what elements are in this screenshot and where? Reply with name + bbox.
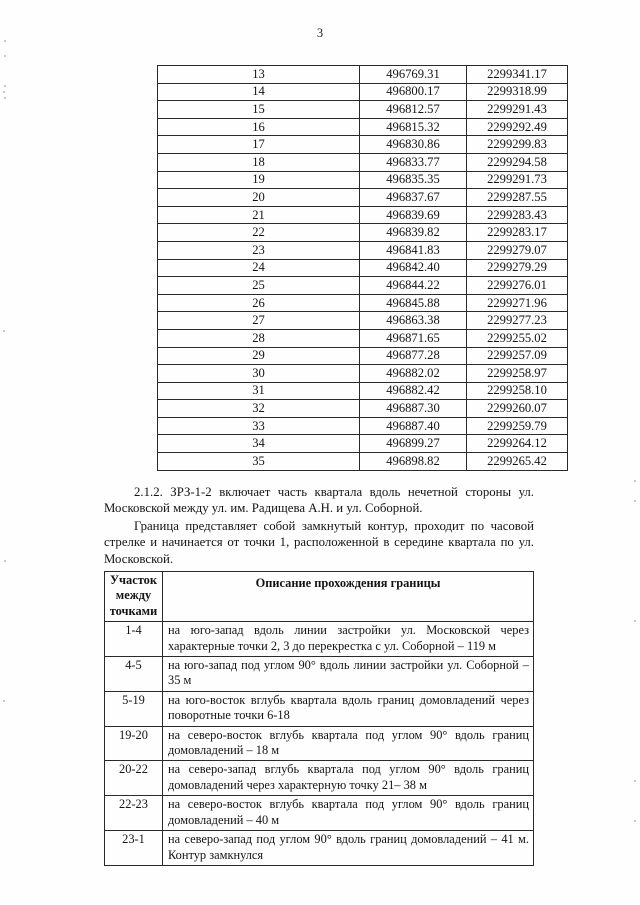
cell-point-number: 33: [158, 417, 360, 435]
cell-points-range: 4-5: [105, 657, 163, 692]
cell-coordinate-y: 2299271.96: [467, 294, 568, 312]
cell-border-description: на северо-запад вглубь квартала под углом 90° вдоль границ домовладений через характерную точку 21– 38 м: [163, 761, 534, 796]
cell-point-number: 18: [158, 153, 360, 171]
cell-coordinate-x: 496830.86: [360, 136, 467, 154]
table-row: [105, 657, 534, 692]
cell-point-number: 17: [158, 136, 360, 154]
paragraph-text: Граница представляет собой замкнутый контур, проходит по часовой стрелке и начинается от точки 1, расположенной в середине квартала по ул. Московской.: [104, 519, 534, 566]
cell-coordinate-x: 496882.02: [360, 365, 467, 383]
table-row: [158, 435, 568, 453]
table-row: [158, 277, 568, 295]
cell-coordinate-y: 2299276.01: [467, 277, 568, 295]
border-description-table-head: [105, 572, 534, 622]
cell-point-number: 19: [158, 171, 360, 189]
border-description-table: [104, 571, 534, 866]
cell-coordinate-y: 2299292.49: [467, 118, 568, 136]
cell-border-description: на северо-восток вглубь квартала под углом 90° вдоль границ домовладений – 40 м: [163, 796, 534, 831]
cell-coordinate-y: 2299299.83: [467, 136, 568, 154]
cell-point-number: 28: [158, 329, 360, 347]
table-row: [158, 118, 568, 136]
header-description: Описание прохождения границы: [163, 572, 534, 622]
cell-points-range: 1-4: [105, 622, 163, 657]
table-row: [105, 622, 534, 657]
cell-point-number: 16: [158, 118, 360, 136]
table-row: [105, 831, 534, 866]
cell-coordinate-y: 2299291.73: [467, 171, 568, 189]
cell-coordinate-x: 496842.40: [360, 259, 467, 277]
scan-artifact: [634, 500, 636, 502]
table-row: [105, 796, 534, 831]
cell-coordinate-y: 2299283.17: [467, 224, 568, 242]
cell-point-number: 31: [158, 382, 360, 400]
table-row: [158, 153, 568, 171]
table-row: [105, 761, 534, 796]
cell-points-range: 19-20: [105, 726, 163, 761]
cell-coordinate-x: 496887.40: [360, 417, 467, 435]
scan-artifact: [634, 780, 636, 782]
cell-coordinate-y: 2299283.43: [467, 206, 568, 224]
cell-point-number: 13: [158, 66, 360, 84]
scan-artifact: [634, 480, 636, 482]
table-row: [158, 347, 568, 365]
cell-coordinate-y: 2299279.29: [467, 259, 568, 277]
table-header-row: [105, 572, 534, 622]
cell-point-number: 23: [158, 241, 360, 259]
table-row: [158, 241, 568, 259]
cell-point-number: 22: [158, 224, 360, 242]
scan-artifact: [634, 620, 636, 622]
cell-coordinate-y: 2299258.97: [467, 365, 568, 383]
cell-coordinate-x: 496863.38: [360, 312, 467, 330]
cell-coordinate-x: 496800.17: [360, 83, 467, 101]
cell-coordinate-x: 496833.77: [360, 153, 467, 171]
table-row: [158, 171, 568, 189]
table-row: [158, 101, 568, 119]
cell-coordinate-y: 2299318.99: [467, 83, 568, 101]
cell-coordinate-x: 496839.82: [360, 224, 467, 242]
cell-border-description: на юго-запад под углом 90° вдоль линии застройки ул. Соборной – 35 м: [163, 657, 534, 692]
table-row: [158, 294, 568, 312]
cell-point-number: 24: [158, 259, 360, 277]
cell-coordinate-y: 2299265.42: [467, 453, 568, 471]
cell-coordinate-x: 496839.69: [360, 206, 467, 224]
table-row: [158, 417, 568, 435]
cell-point-number: 25: [158, 277, 360, 295]
table-row: [158, 66, 568, 84]
cell-points-range: 22-23: [105, 796, 163, 831]
cell-points-range: 5-19: [105, 691, 163, 726]
border-description-table-body: [105, 622, 534, 866]
paragraph-border-description: [104, 518, 534, 567]
paragraph-text: 2.1.2. ЗРЗ-1-2 включает часть квартала вдоль нечетной стороны ул. Московской между ул. им. Радищева А.Н. и ул. Соборной.: [104, 485, 534, 516]
table-row: [158, 312, 568, 330]
cell-coordinate-x: 496837.67: [360, 189, 467, 207]
cell-point-number: 29: [158, 347, 360, 365]
cell-points-range: 20-22: [105, 761, 163, 796]
table-row: [158, 453, 568, 471]
table-row: [158, 206, 568, 224]
table-row: [158, 329, 568, 347]
cell-coordinate-y: 2299291.43: [467, 101, 568, 119]
cell-coordinate-y: 2299259.79: [467, 417, 568, 435]
cell-point-number: 26: [158, 294, 360, 312]
cell-coordinate-x: 496882.42: [360, 382, 467, 400]
cell-coordinate-y: 2299260.07: [467, 400, 568, 418]
table-row: [158, 224, 568, 242]
cell-coordinate-y: 2299257.09: [467, 347, 568, 365]
table-row: [105, 726, 534, 761]
cell-coordinate-x: 496887.30: [360, 400, 467, 418]
cell-border-description: на юго-восток вглубь квартала вдоль границ домовладений через поворотные точки 6-18: [163, 691, 534, 726]
cell-point-number: 32: [158, 400, 360, 418]
table-row: [158, 189, 568, 207]
cell-coordinate-y: 2299279.07: [467, 241, 568, 259]
cell-point-number: 35: [158, 453, 360, 471]
cell-point-number: 14: [158, 83, 360, 101]
scan-artifact: [4, 85, 6, 87]
table-row: [158, 400, 568, 418]
table-row: [158, 382, 568, 400]
cell-border-description: на северо-восток вглубь квартала под углом 90° вдоль границ домовладений – 18 м: [163, 726, 534, 761]
header-points-range: Участок между точками: [105, 572, 163, 622]
cell-coordinate-y: 2299255.02: [467, 329, 568, 347]
paragraph-zone-description: [104, 484, 534, 517]
scan-artifact: [3, 330, 5, 332]
scan-artifact: [3, 91, 5, 93]
scan-artifact: [4, 560, 6, 562]
table-row: [158, 136, 568, 154]
cell-coordinate-x: 496835.35: [360, 171, 467, 189]
coordinate-table: [157, 65, 568, 471]
cell-coordinate-x: 496844.22: [360, 277, 467, 295]
cell-border-description: на северо-запад под углом 90° вдоль границ домовладений – 41 м. Контур замкнулся: [163, 831, 534, 866]
scan-artifact: [634, 820, 636, 822]
table-row: [105, 691, 534, 726]
cell-coordinate-x: 496812.57: [360, 101, 467, 119]
cell-coordinate-y: 2299264.12: [467, 435, 568, 453]
cell-point-number: 34: [158, 435, 360, 453]
scan-artifact: [4, 55, 6, 57]
table-row: [158, 259, 568, 277]
cell-point-number: 15: [158, 101, 360, 119]
cell-point-number: 20: [158, 189, 360, 207]
cell-coordinate-x: 496871.65: [360, 329, 467, 347]
cell-coordinate-y: 2299341.17: [467, 66, 568, 84]
cell-coordinate-x: 496841.83: [360, 241, 467, 259]
cell-coordinate-x: 496898.82: [360, 453, 467, 471]
cell-coordinate-y: 2299277.23: [467, 312, 568, 330]
cell-coordinate-x: 496877.28: [360, 347, 467, 365]
cell-point-number: 30: [158, 365, 360, 383]
table-row: [158, 83, 568, 101]
cell-coordinate-x: 496769.31: [360, 66, 467, 84]
table-row: [158, 365, 568, 383]
cell-coordinate-y: 2299258.10: [467, 382, 568, 400]
cell-point-number: 27: [158, 312, 360, 330]
cell-coordinate-y: 2299287.55: [467, 189, 568, 207]
cell-coordinate-y: 2299294.58: [467, 153, 568, 171]
cell-border-description: на юго-запад вдоль линии застройки ул. Московской через характерные точки 2, 3 до перекрестка с ул. Соборной – 119 м: [163, 622, 534, 657]
cell-points-range: 23-1: [105, 831, 163, 866]
cell-point-number: 21: [158, 206, 360, 224]
scan-artifact: [4, 97, 6, 99]
cell-coordinate-x: 496899.27: [360, 435, 467, 453]
scan-artifact: [3, 700, 5, 702]
scan-artifact: [4, 40, 6, 42]
coordinate-table-body: [158, 66, 568, 471]
page-number: 3: [316, 26, 324, 40]
cell-coordinate-x: 496845.88: [360, 294, 467, 312]
cell-coordinate-x: 496815.32: [360, 118, 467, 136]
